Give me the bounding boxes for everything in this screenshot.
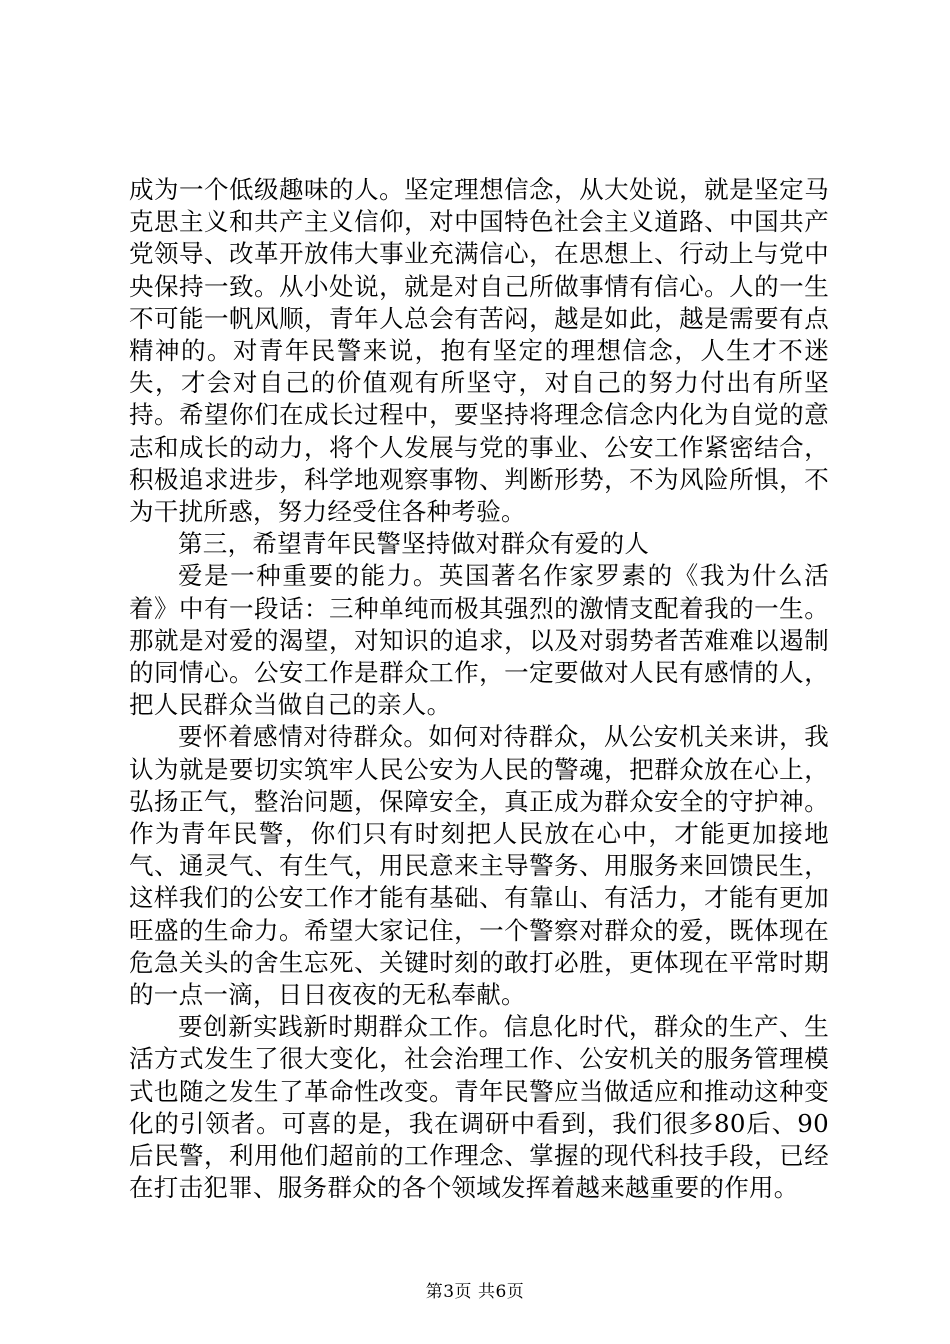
paragraph-4: 要创新实践新时期群众工作。信息化时代，群众的生产、生活方式发生了很大变化，社会治理工作、公安机关的服务管理模式也随之发生了革命性改变。青年民警应当做适应和推动这种变化的引领者。可喜的是，我在调研中看到，我们很多80后、90后民警，利用他们超前的工作理念、掌握的现代科技手段，已经在打击犯罪、服务群众的各个领域发挥着越来越重要的作用。 (129, 1012, 829, 1203)
document-body (129, 174, 829, 1205)
paragraph-3: 要怀着感情对待群众。如何对待群众，从公安机关来讲，我认为就是要切实筑牢人民公安为人民的警魂，把群众放在心上，弘扬正气，整治问题，保障安全，真正成为群众安全的守护神。作为青年民警，你们只有时刻把人民放在心中，才能更加接地气、通灵气、有生气，用民意来主导警务、用服务来回馈民生，这样我们的公安工作才能有基础、有靠山、有活力，才能有更加旺盛的生命力。希望大家记住，一个警察对群众的爱，既体现在危急关头的舍生忘死、关键时刻的敢打必胜，更体现在平常时期的一点一滴，日日夜夜的无私奉献。 (129, 722, 829, 1010)
page-number-footer: 第3页 共6页 (425, 1282, 525, 1302)
paragraph-2: 爱是一种重要的能力。英国著名作家罗素的《我为什么活着》中有一段话：三种单纯而极其强烈的激情支配着我的一生。那就是对爱的渴望，对知识的追求，以及对弱势者苦难难以遏制的同情心。公安工作是群众工作，一定要做对人民有感情的人，把人民群众当做自己的亲人。 (129, 561, 829, 720)
section-heading: 第三，希望青年民警坚持做对群众有爱的人 (178, 529, 650, 559)
paragraph-1: 成为一个低级趣味的人。坚定理想信念，从大处说，就是坚定马克思主义和共产主义信仰，对中国特色社会主义道路、中国共产党领导、改革开放伟大事业充满信心，在思想上、行动上与党中央保持一致。从小处说，就是对自己所做事情有信心。人的一生不可能一帆风顺，青年人总会有苦闷，越是如此，越是需要有点精神的。对青年民警来说，抱有坚定的理想信念，人生才不迷失，才会对自己的价值观有所坚守，对自己的努力付出有所坚持。希望你们在成长过程中，要坚持将理念信念内化为自觉的意志和成长的动力，将个人发展与党的事业、公安工作紧密结合，积极追求进步，科学地观察事物、判断形势，不为风险所惧，不为干扰所惑，努力经受住各种考验。 (129, 175, 829, 527)
